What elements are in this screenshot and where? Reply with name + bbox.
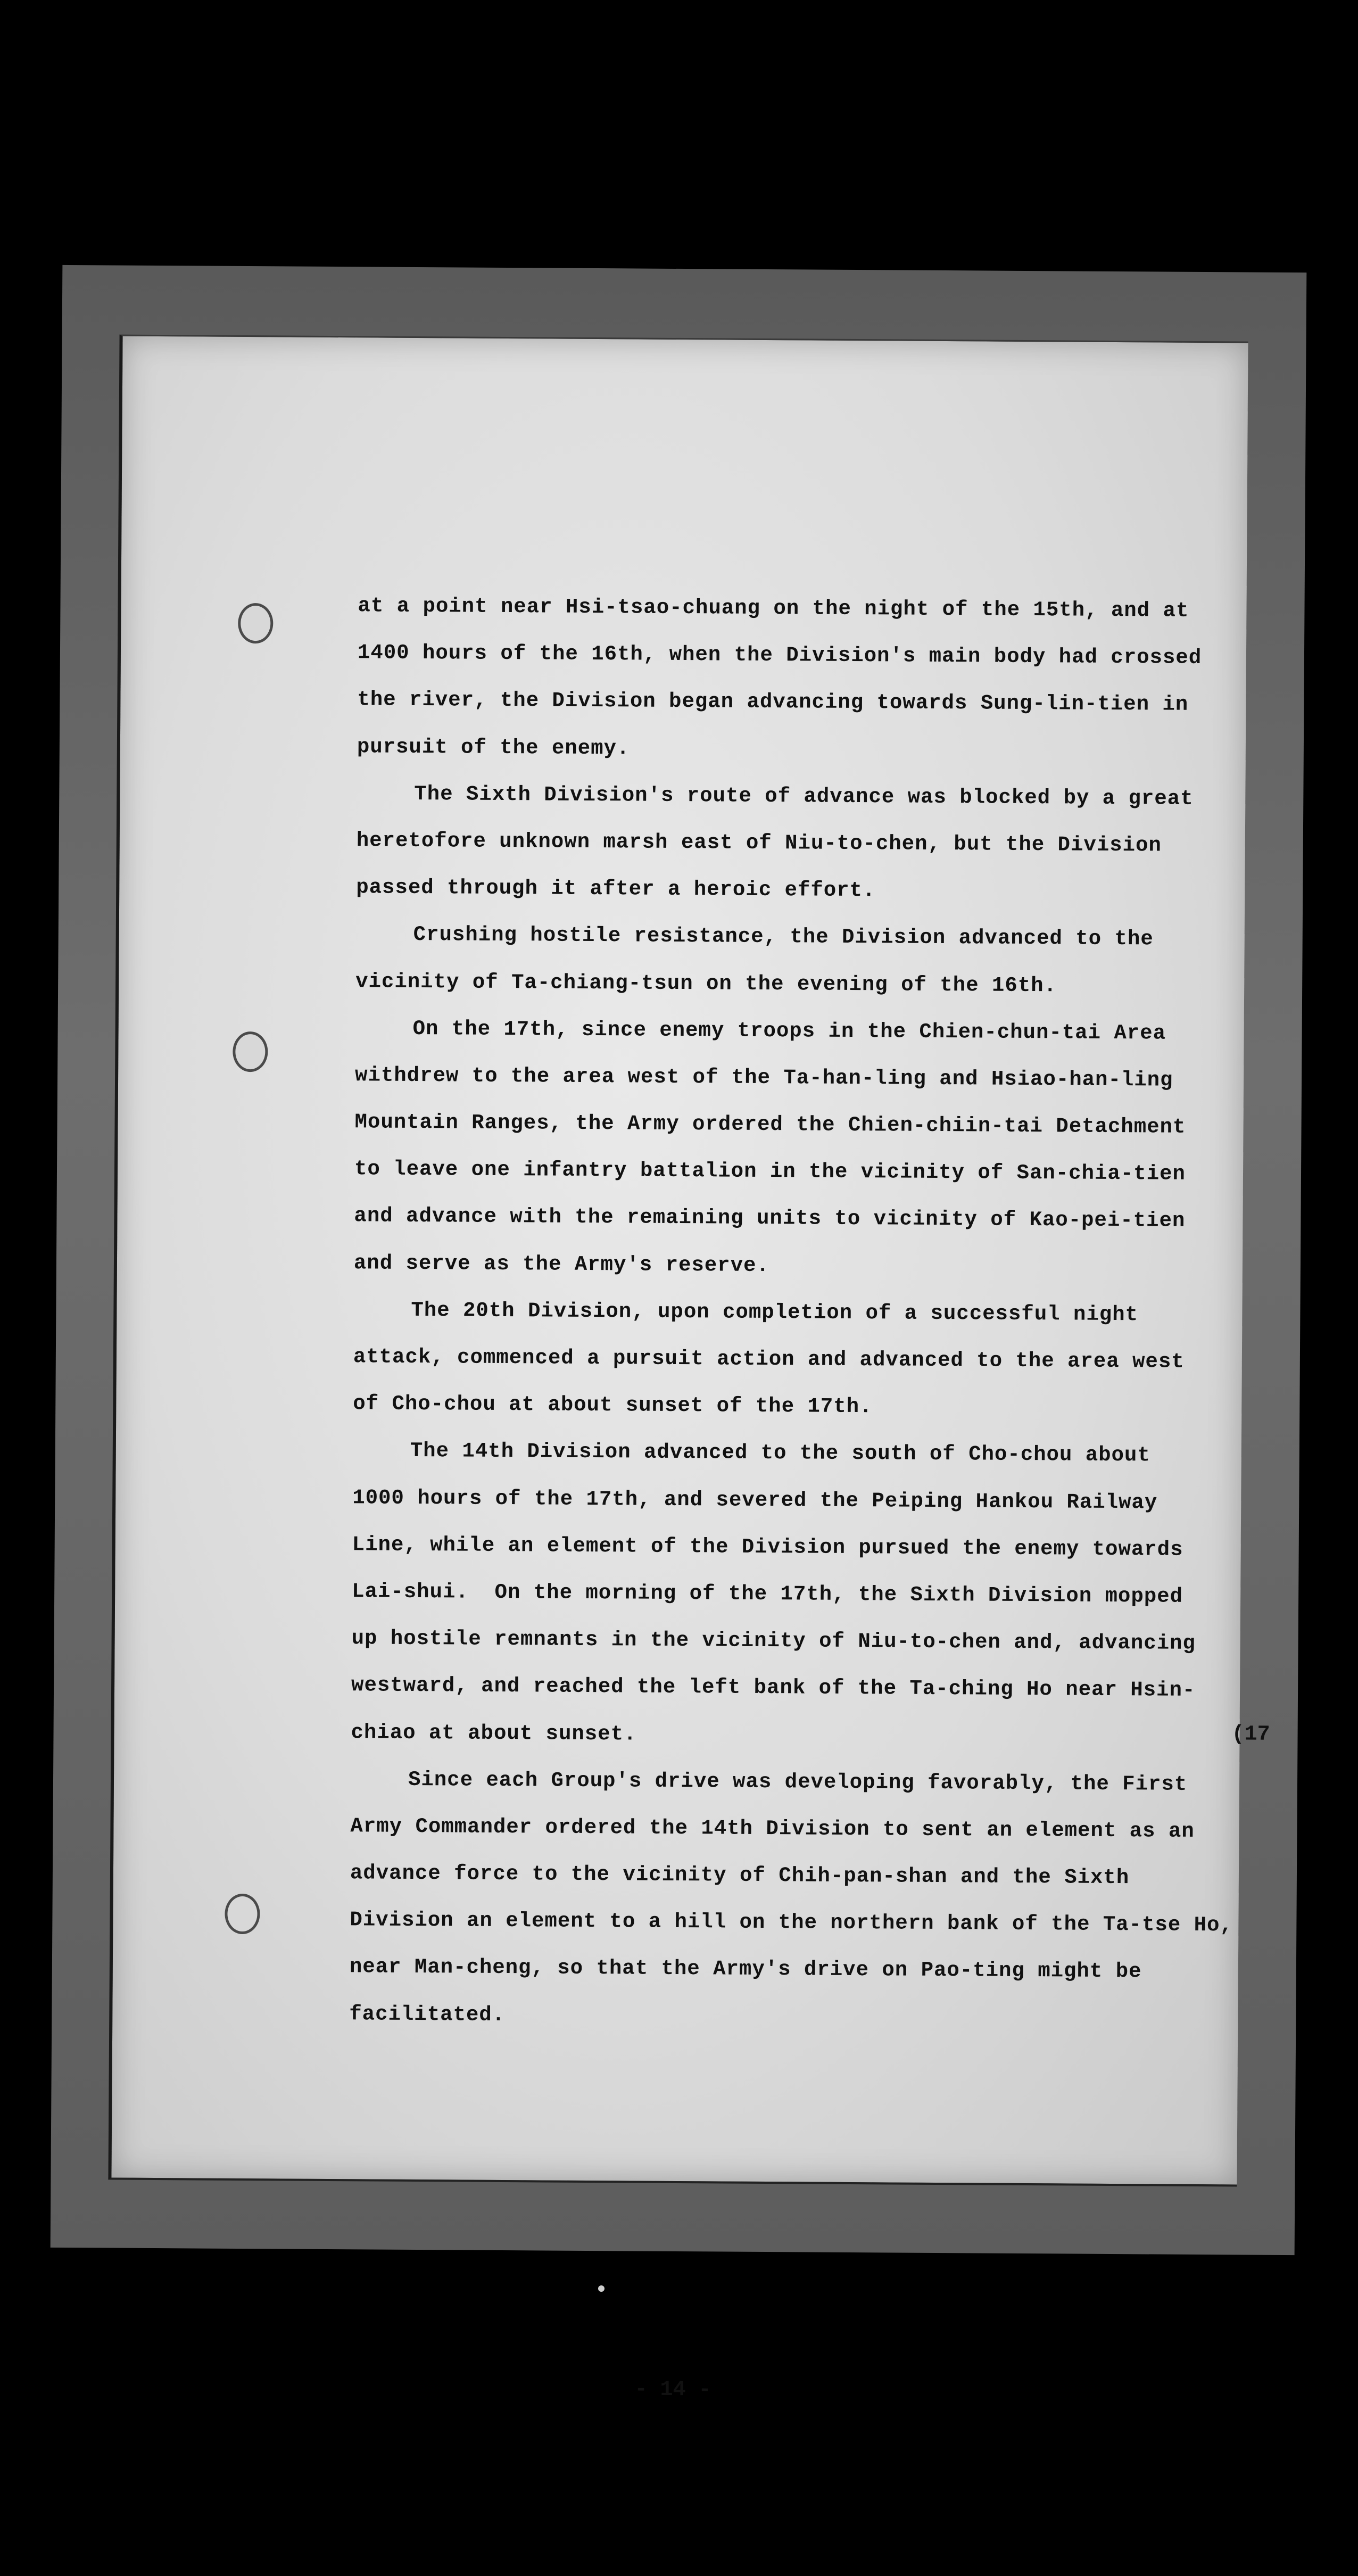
text-line: Line, while an element of the Division pursued the enemy towards [352, 1533, 1183, 1562]
text-line: Mountain Ranges, the Army ordered the Chien-chiin-tai Detachment [354, 1110, 1186, 1139]
text-line: The 14th Division advanced to the south of Cho-chou about [410, 1439, 1150, 1467]
text-line: The 20th Division, upon completion of a successful night [411, 1298, 1139, 1327]
text-line: at a point near Hsi-tsao-chuang on the night of the 15th, and at [358, 594, 1189, 623]
text-line: and advance with the remaining units to vicinity of Kao-pei-tien [354, 1204, 1186, 1233]
text-line: The Sixth Division's route of advance was blocked by a great [414, 782, 1194, 811]
text-line: Lai-shui. On the morning of the 17th, the Sixth Division mopped [352, 1580, 1183, 1608]
text-line: and serve as the Army's reserve. [353, 1251, 769, 1277]
text-line: Division an element to a hill on the northern bank of the Ta-tse Ho, [350, 1908, 1233, 1937]
text-line: advance force to the vicinity of Chih-pan-shan and the Sixth [350, 1861, 1130, 1890]
text-line: 1000 hours of the 17th, and severed the Peiping Hankou Railway [352, 1485, 1158, 1515]
margin-note: (17 [1231, 1722, 1270, 1747]
text-line: Since each Group's drive was developing favorably, the First [408, 1768, 1188, 1796]
text-line: chiao at about sunset. [351, 1720, 637, 1746]
text-line: near Man-cheng, so that the Army's drive on Pao-ting might be [349, 1955, 1142, 1984]
text-line: westward, and reached the left bank of the Ta-ching Ho near Hsin- [351, 1673, 1196, 1703]
punch-hole-bottom [225, 1894, 260, 1934]
text-line: heretofore unknown marsh east of Niu-to-chen, but the Division [356, 829, 1162, 857]
text-line: the river, the Division began advancing towards Sung-lin-tien in [357, 688, 1189, 717]
text-line: passed through it after a heroic effort. [356, 876, 876, 903]
text-line: Army Commander ordered the 14th Division to sent an element as an [350, 1814, 1195, 1843]
text-line: facilitated. [349, 2002, 506, 2027]
text-line: up hostile remnants in the vicinity of Niu-to-chen and, advancing [351, 1626, 1196, 1656]
page-number: - 14 - [634, 2377, 711, 2402]
text-line: 1400 hours of the 16th, when the Division's main body had crossed [357, 641, 1202, 670]
punch-hole-middle [233, 1031, 268, 1072]
text-line: of Cho-chou at about sunset of the 17th. [353, 1392, 873, 1419]
text-line: attack, commenced a pursuit action and advanced to the area west [353, 1345, 1185, 1374]
punch-hole-top [238, 603, 273, 643]
body-text [349, 582, 1257, 2043]
scan-frame [51, 265, 1307, 2402]
document-page [108, 335, 1270, 2402]
text-line: On the 17th, since enemy troops in the Chien-chun-tai Area [412, 1017, 1166, 1045]
text-line: to leave one infantry battalion in the vicinity of San-chia-tien [354, 1157, 1186, 1186]
text-line: Crushing hostile resistance, the Division advanced to the [413, 923, 1154, 951]
text-line: pursuit of the enemy. [357, 734, 630, 760]
text-line: vicinity of Ta-chiang-tsun on the evening of the 16th. [355, 969, 1057, 997]
text-line: withdrew to the area west of the Ta-han-ling and Hsiao-han-ling [354, 1063, 1173, 1092]
dust-speck [598, 2285, 605, 2292]
